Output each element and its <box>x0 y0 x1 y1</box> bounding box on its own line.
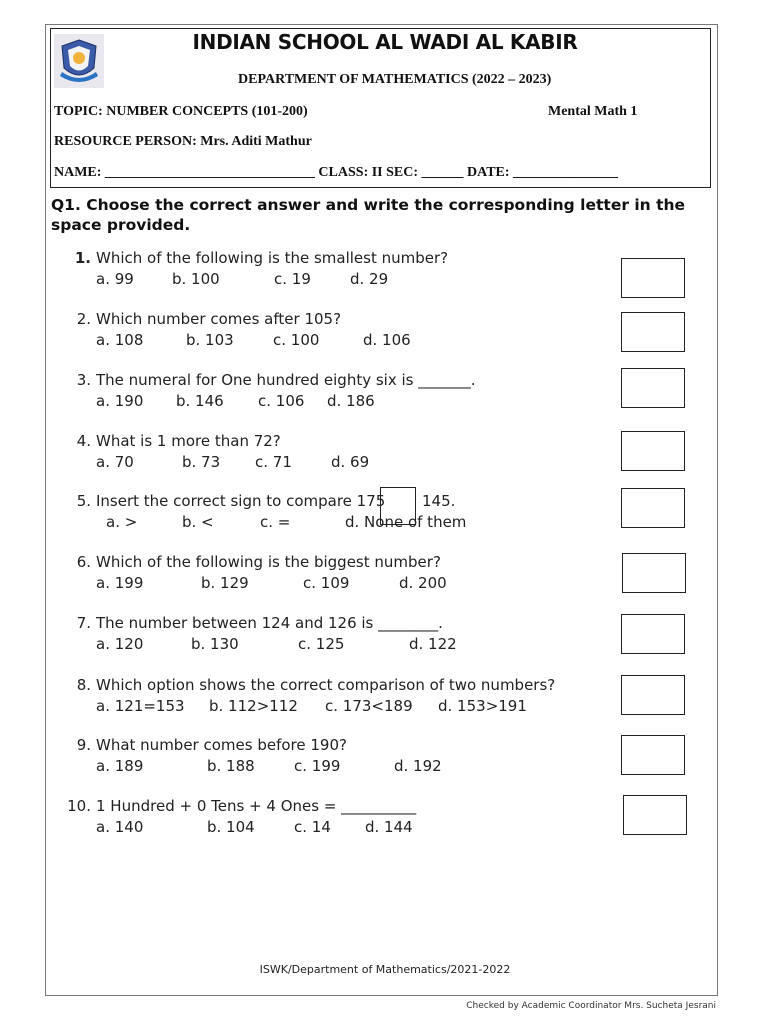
question-text: Insert the correct sign to compare 175 <box>96 492 386 510</box>
option-b: b. 73 <box>182 453 221 471</box>
page-footer: ISWK/Department of Mathematics/2021-2022 <box>259 963 511 976</box>
question-number: 5. <box>76 492 91 510</box>
answer-box-7[interactable] <box>621 614 685 654</box>
option-c: c. 71 <box>255 453 292 471</box>
question-text: What is 1 more than 72? <box>96 432 281 450</box>
question-text: Which number comes after 105? <box>96 310 342 328</box>
option-b: b. 104 <box>207 818 255 836</box>
student-info-line: NAME: ______________________________ CLASS: II SEC: ______ DATE: _______________ <box>54 165 619 180</box>
question-text-after: 145. <box>422 492 456 510</box>
answer-box-8[interactable] <box>621 675 685 715</box>
question-number: 4. <box>76 432 91 450</box>
resource-person: RESOURCE PERSON: Mrs. Aditi Mathur <box>54 134 312 149</box>
option-d: d. 106 <box>363 331 411 349</box>
question-text: The numeral for One hundred eighty six is _______. <box>96 371 476 389</box>
option-d: d. 122 <box>409 635 457 653</box>
question-number: 3. <box>76 371 91 389</box>
option-c: c. 106 <box>258 392 305 410</box>
department-title: DEPARTMENT OF MATHEMATICS (2022 – 2023) <box>238 72 552 87</box>
question-text: Which option shows the correct comparison of two numbers? <box>96 676 556 694</box>
option-a: a. 189 <box>96 757 144 775</box>
option-b: b. < <box>182 513 214 531</box>
question-text: Which of the following is the biggest number? <box>96 553 441 571</box>
option-a: a. 99 <box>96 270 134 288</box>
worksheet-title: Mental Math 1 <box>548 104 638 119</box>
answer-box-10[interactable] <box>623 795 687 835</box>
option-c: c. 199 <box>294 757 341 775</box>
option-d: d. 192 <box>394 757 442 775</box>
option-d: d. None of them <box>345 513 467 531</box>
checked-by-note: Checked by Academic Coordinator Mrs. Sucheta Jesrani <box>466 1001 716 1011</box>
option-a: a. 108 <box>96 331 144 349</box>
question-text: What number comes before 190? <box>96 736 347 754</box>
option-a: a. 70 <box>96 453 134 471</box>
question-number: 10. <box>67 797 91 815</box>
option-c: c. = <box>260 513 291 531</box>
answer-box-1[interactable] <box>621 258 685 298</box>
option-a: a. 121=153 <box>96 697 185 715</box>
option-d: d. 200 <box>399 574 447 592</box>
option-b: b. 130 <box>191 635 239 653</box>
option-c: c. 14 <box>294 818 331 836</box>
option-b: b. 146 <box>176 392 224 410</box>
option-d: d. 29 <box>350 270 389 288</box>
option-b: b. 100 <box>172 270 220 288</box>
school-name: INDIAN SCHOOL AL WADI AL KABIR <box>192 30 578 54</box>
section-title: Q1. Choose the correct answer and write the corresponding letter in the space provided. <box>51 196 686 234</box>
answer-box-3[interactable] <box>621 368 685 408</box>
option-d: d. 153>191 <box>438 697 527 715</box>
answer-box-9[interactable] <box>621 735 685 775</box>
answer-box-5[interactable] <box>621 488 685 528</box>
option-a: a. 120 <box>96 635 144 653</box>
option-c: c. 125 <box>298 635 345 653</box>
question-number: 7. <box>76 614 91 632</box>
option-b: b. 103 <box>186 331 234 349</box>
answer-box-4[interactable] <box>621 431 685 471</box>
option-b: b. 188 <box>207 757 255 775</box>
comparison-sign-box[interactable] <box>380 487 416 525</box>
question-number: 1. <box>74 249 91 267</box>
question-number: 9. <box>76 736 91 754</box>
option-b: b. 112>112 <box>209 697 298 715</box>
option-c: c. 19 <box>274 270 311 288</box>
question-number: 6. <box>76 553 91 571</box>
option-a: a. > <box>106 513 138 531</box>
question-number: 8. <box>76 676 91 694</box>
option-d: d. 186 <box>327 392 375 410</box>
option-c: c. 109 <box>303 574 350 592</box>
option-c: c. 173<189 <box>325 697 413 715</box>
option-a: a. 190 <box>96 392 144 410</box>
option-a: a. 199 <box>96 574 144 592</box>
question-number: 2. <box>76 310 91 328</box>
question-text: 1 Hundred + 0 Tens + 4 Ones = __________ <box>96 797 417 815</box>
option-b: b. 129 <box>201 574 249 592</box>
topic: TOPIC: NUMBER CONCEPTS (101-200) <box>54 104 308 119</box>
answer-box-2[interactable] <box>621 312 685 352</box>
question-text: The number between 124 and 126 is ________. <box>96 614 443 632</box>
option-d: d. 144 <box>365 818 413 836</box>
option-c: c. 100 <box>273 331 320 349</box>
option-a: a. 140 <box>96 818 144 836</box>
question-text: Which of the following is the smallest number? <box>96 249 449 267</box>
answer-box-6[interactable] <box>622 553 686 593</box>
option-d: d. 69 <box>331 453 370 471</box>
